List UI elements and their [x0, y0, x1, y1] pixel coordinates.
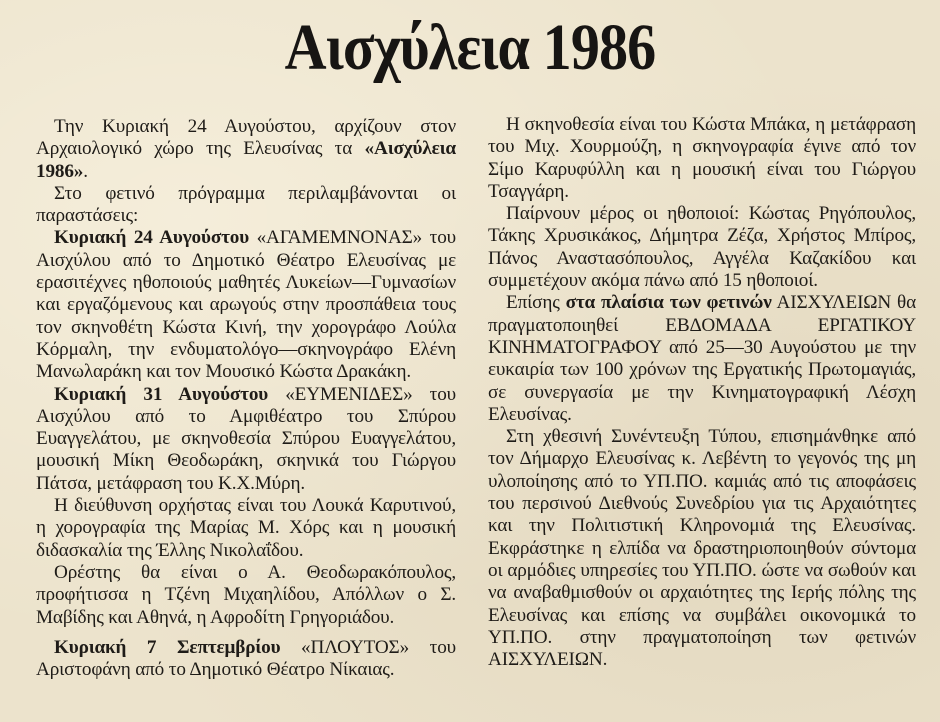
paragraph-press-conference: Στη χθεσινή Συνέντευξη Τύπου, επισημάνθηκε από τον Δήμαρχο Ελευσίνας κ. Λεβέντη το γεγονός της μη υλοποίησης από το ΥΠ.ΠΟ. καμιάς από τις αποφάσεις του περσινού Διεθνούς Συνεδρίου για τις Αρχαιότητες και την Πολιτιστική Κληρονομιά της Ελευσίνας. Εκφράστηκε η ελπίδα να δραστηριοποιηθούν σύντομα οι αρμόδιες υπηρεσίες του ΥΠ.ΠΟ. ώστε να σωθούν και να αναβαθμισθούν οι αρχαιότητες της Ιερής πόλης της Ελευσίνας και επίσης να συμβάλει οικονομικά το ΥΠ.ΠΟ. στην πραγματοποίηση των φετινών ΑΙΣΧΥΛΕΙΩΝ.	[488, 426, 916, 671]
paragraph-agamemnon	[36, 227, 456, 383]
paragraph-intro	[36, 116, 456, 183]
paragraph-ploutos	[36, 637, 456, 682]
intro-text: Την Κυριακή 24 Αυγούστου, αρχίζουν στον Αρχαιολογικό χώρο της Ελευσίνας τα	[36, 116, 456, 160]
paragraph-orchestra: Η διεύθυνση ορχήστας είναι του Λουκά Καρυτινού, η χορογραφία της Μαρίας Μ. Χόρς και η μουσική διδασκαλία της Έλλης Νικολαΐδου.	[36, 495, 456, 561]
eumenides-text: «ΕΥΜΕΝΙΔΕΣ» του Αισχύλου από το Αμφιθέατρο του Σπύρου Ευαγγελάτου, με σκηνοθεσία Σπύρου Ευαγγελάτου, μουσική Μίκη Θεοδωράκη, σκηνικά του Γιώργου Πάτσα, μετάφραση του Κ.Χ.Μύρη.	[36, 383, 456, 494]
headline: Αισχύλεια 1986	[284, 11, 656, 84]
film-week-text: ΑΙΣΧΥΛΕΙΩΝ θα πραγματοποιηθεί ΕΒΔΟΜΑΔΑ ΕΡΓΑΤΙΚΟΥ ΚΙΝΗΜΑΤΟΓΡΑΦΟΥ από 25—30 Αυγούστου με την ευκαιρία των 100 χρόνων της Εργατικής Πρωτομαγιάς, σε συνεργασία με την Κινηματογραφική Λέσχη Ελευσίνας.	[488, 292, 917, 425]
paragraph-direction: Η σκηνοθεσία είναι του Κώστα Μπάκα, η μετάφραση του Μιχ. Χουρμούζη, η σκηνογραφία έγινε από τον Σίμο Καρυφύλλη και η μουσική είναι του Γιώργου Τσαγγάρη.	[488, 114, 916, 202]
intro-end: .	[83, 160, 88, 182]
film-week-lead: Επίσης	[506, 292, 566, 314]
article-left-column	[36, 116, 456, 681]
agamemnon-text: «ΑΓΑΜΕΜΝΟΝΑΣ» του Αισχύλου από το Δημοτικό Θέατρο Ελευσίνας με ερασιτέχνες ηθοποιούς μαθητές Λυκείων—Γυμνασίων και εργαζόμενους και αρωγούς στην προσπάθεια τους τον σκηνοθέτη Κώστα Κινή, την χορογράφο Λούλα Κόρμαλη, την ενδυματολόγο—σκηνογράφο Ελένη Μανωλαράκη και τον Μουσικό Κώστα Δρακάκη.	[36, 227, 457, 383]
paragraph-eumenides	[36, 384, 456, 495]
paragraph-actors: Παίρνουν μέρος οι ηθοποιοί: Κώστας Ρηγόπουλος, Τάκης Χρυσικάκος, Δήμητρα Ζέζα, Χρήστος Μπίρος, Πάνος Αναστασόπουλος, Αγγέλα Καζακίδου και συμμετέχουν ακόμα πάνω από 15 ηθοποιοί.	[488, 203, 916, 292]
paragraph-film-week	[488, 292, 916, 426]
date-aug-24: Κυριακή 24 Αυγούστου	[54, 227, 250, 249]
date-sep-7: Κυριακή 7 Σεπτεμβρίου	[54, 636, 281, 658]
festival-name: «Αισχύλεια 1986»	[36, 138, 456, 182]
paragraph-cast: Ορέστης θα είναι ο Α. Θεοδωρακόπουλος, προφήτισσα η Τζένη Μιχαηλίδου, Απόλλων ο Σ. Μαβίδης και Αθηνά, η Αφροδίτη Γρηγοριάδου.	[36, 561, 456, 628]
article-right-column	[488, 114, 916, 671]
ploutos-text: «ΠΛΟΥΤΟΣ» του Αριστοφάνη από το Δημοτικό Θέατρο Νίκαιας.	[36, 636, 457, 681]
paragraph-program: Στο φετινό πρόγραμμα περιλαμβάνονται οι παραστάσεις:	[36, 182, 456, 227]
film-week-bold: στα πλαίσια των φετινών	[565, 292, 772, 314]
date-aug-31: Κυριακή 31 Αυγούστου	[54, 383, 269, 405]
